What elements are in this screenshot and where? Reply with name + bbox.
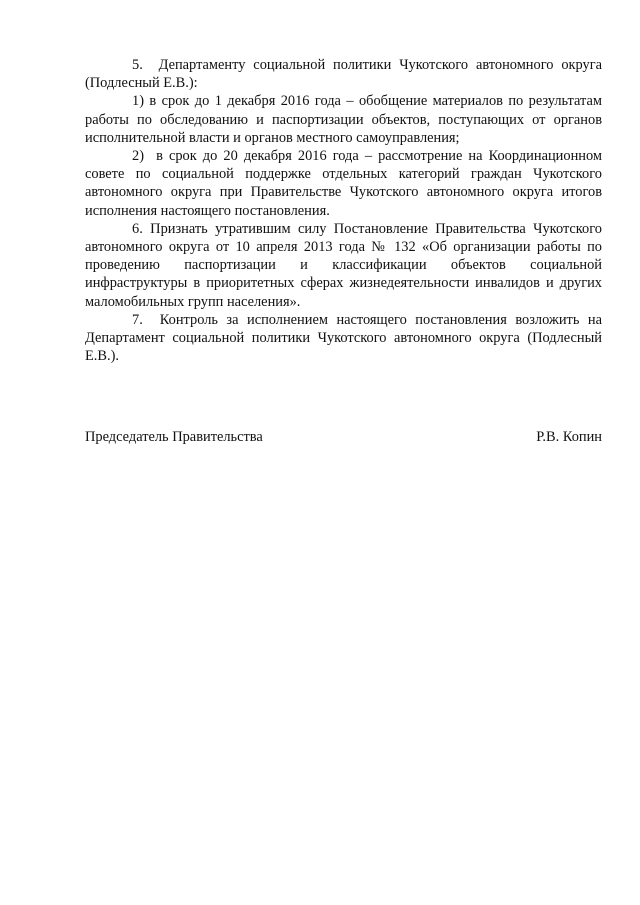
paragraph-number: 6. <box>132 220 143 237</box>
paragraph-text: Контроль за исполнением настоящего постановления возложить на Департамент социальной политики Чукотского автономного округа (Подлесный Е.В.). <box>85 311 602 365</box>
paragraph-number: 1) <box>132 93 144 110</box>
paragraph-text: в срок до 1 декабря 2016 года – обобщение материалов по результатам работы по обследованию и паспортизации объектов, поступающих от органов исполнительной власти и органов местного самоуправления; <box>85 93 602 146</box>
paragraph-text: Признать утратившим силу Постановление Правительства Чукотского автономного округа от 10 апреля 2013 года № 132 «Об организации работы по проведению паспортизации и классификации объектов социальной инфраструктуры в приоритетных сферах жизнедеятельности инвалидов и других маломобильных групп населения». <box>85 220 602 310</box>
paragraph-text: Департаменту социальной политики Чукотского автономного округа (Подлесный Е.В.): <box>85 57 603 92</box>
signature-block <box>85 428 602 446</box>
paragraph-number: 5. <box>132 57 143 73</box>
paragraph-7 <box>85 311 602 366</box>
paragraph-5-2 <box>85 147 602 220</box>
paragraph-number: 7. <box>132 311 143 328</box>
paragraph-text: в срок до 20 декабря 2016 года – рассмотрение на Координационном совете по социальной поддержке отдельных категорий граждан Чукотского автономного округа при Правительстве Чукотского автономного округа итогов исполнения настоящего постановления. <box>85 148 602 219</box>
signatory-position: Председатель Правительства <box>85 429 263 445</box>
paragraph-number: 2) <box>132 148 144 165</box>
paragraph-5 <box>85 56 602 92</box>
paragraph-5-1 <box>85 92 602 147</box>
document-body <box>85 56 602 365</box>
paragraph-6 <box>85 220 602 311</box>
signatory-name: Р.В. Копин <box>536 429 602 445</box>
